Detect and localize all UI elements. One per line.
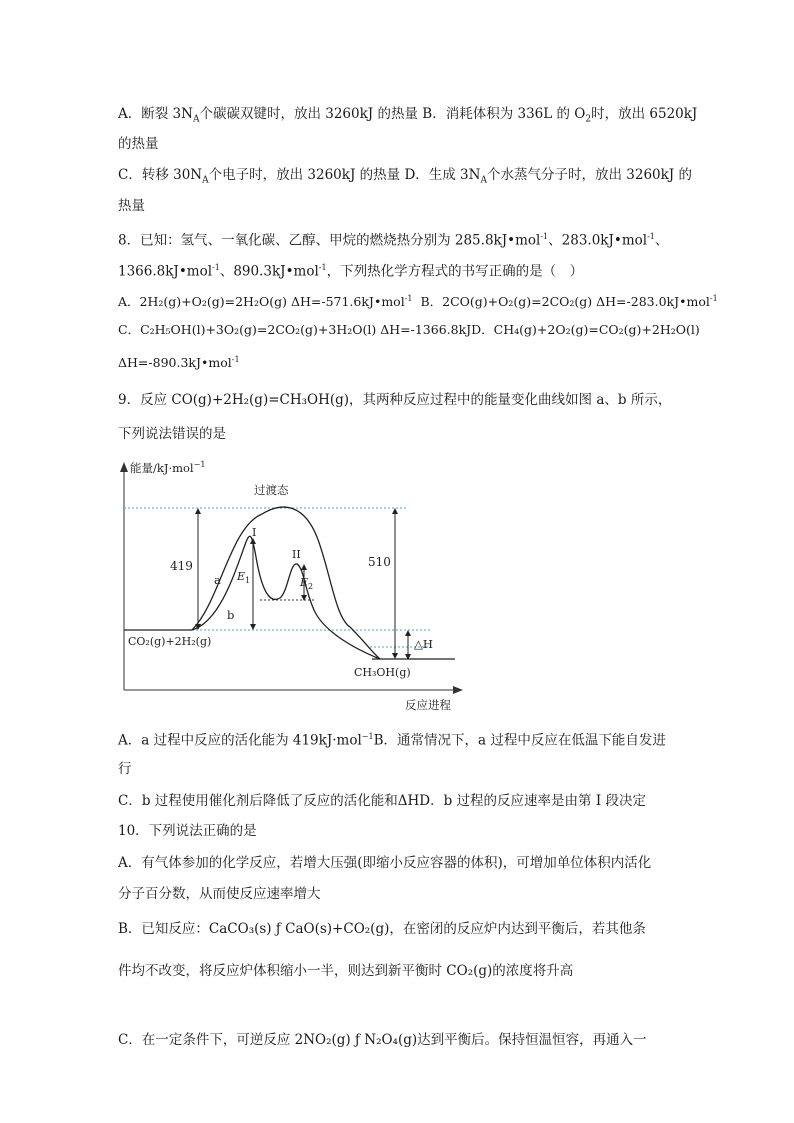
q8-option-cd: C．C₂H₅OH(l)+3O₂(g)=2CO₂(g)+3H₂O(l) ΔH=-1366.8kJD．CH₄(g)+2O₂(g)=CO₂(g)+2H₂O(l) [118, 322, 700, 337]
label-transition-state: 过渡态 [254, 483, 289, 497]
q8-option-ab: A．2H₂(g)+O₂(g)=2H₂O(g) ΔH=-571.6kJ•mol$^{-1}$ B．2CO(g)+O₂(g)=2CO₂(g) ΔH=-283.0kJ•mol$^{-1}$ [118, 294, 718, 310]
energy-diagram [110, 452, 470, 714]
q7-option-b-wrap: 的热量 [118, 136, 159, 152]
q10-option-b-line2: 件均不改变，将反应炉体积缩小一半，则达到新平衡时 CO₂(g)的浓度将升高 [118, 963, 574, 979]
arrowhead-e1-down [250, 624, 256, 630]
q7-option-cd: C．转移 $30N_A$个电子时，放出 3260kJ 的热量 D．生成 $3N_A$个水蒸气分子时，放出 3260kJ 的 [118, 167, 692, 186]
arrowhead-e2-up [301, 564, 307, 570]
q8-option-d-wrap: ΔH=-890.3kJ•mol$^{-1}$ [118, 355, 240, 371]
arrowhead-dh-up [405, 630, 411, 636]
label-e2: $E_2$ [300, 576, 314, 591]
y-axis-label: 能量/kJ·mol$^{-1}$ [130, 460, 206, 475]
arrowhead-510-up [392, 508, 398, 514]
label-peak-2: II [292, 548, 301, 561]
q10-stem: 10．下列说法正确的是 [118, 823, 257, 839]
q7-option-ab: A．断裂 $3N_A$个碳碳双键时，放出 3260kJ 的热量 B．消耗体积为 336L 的 $O_2$时，放出 6520kJ [118, 106, 698, 125]
q8-stem-line1: 8．已知：氢气、一氧化碳、乙醇、甲烷的燃烧热分别为 285.8kJ•mol$^{-1}$、283.0kJ•mol$^{-1}$、 [118, 232, 669, 249]
q8-stem-line2: 1366.8kJ•mol$^{-1}$、890.3kJ•mol$^{-1}$，下列热化学方程式的书写正确的是（ ） [118, 263, 584, 280]
label-product: CH₃OH(g) [354, 666, 411, 679]
q9-stem-line2: 下列说法错误的是 [118, 426, 226, 442]
label-delta-h: △H [414, 637, 433, 651]
label-reactants: CO₂(g)+2H₂(g) [128, 635, 212, 648]
q10-option-a-line1: A．有气体参加的化学反应，若增大压强(即缩小反应容器的体积)，可增加单位体积内活化 [118, 855, 652, 871]
label-419: 419 [170, 559, 193, 573]
arrowhead-419-up [195, 508, 201, 514]
label-curve-b: b [227, 608, 235, 622]
y-axis-arrow [120, 462, 128, 472]
curve-b [192, 536, 380, 659]
q9-stem-line1: 9．反应 CO(g)+2H₂(g)=CH₃OH(g)，其两种反应过程中的能量变化曲线如图 a、b 所示， [118, 392, 672, 408]
q10-option-b-line1: B．已知反应：CaCO₃(s) ƒ CaO(s)+CO₂(g)，在密闭的反应炉内达到平衡后，若其他条 [118, 921, 646, 937]
label-peak-1: I [252, 526, 257, 539]
q7-option-d-wrap: 热量 [118, 198, 145, 214]
label-510: 510 [368, 555, 391, 569]
arrowhead-510-down [392, 653, 398, 659]
q9-option-b-wrap: 行 [118, 761, 132, 777]
label-e1: $E_1$ [237, 570, 251, 585]
q9-option-ab: A．a 过程中反应的活化能为 419kJ·mol$^{-1}$B．通常情况下，a 过程中反应在低温下能自发进 [118, 732, 666, 749]
q9-option-cd: C．b 过程使用催化剂后降低了反应的活化能和ΔHD．b 过程的反应速率是由第 I 段决定 [118, 793, 646, 809]
x-axis-arrow [453, 686, 463, 694]
q10-option-c-line1: C．在一定条件下，可逆反应 2NO₂(g) ƒ N₂O₄(g)达到平衡后。保持恒温恒容，再通入一 [118, 1032, 647, 1048]
x-axis-label: 反应进程 [405, 698, 451, 712]
q10-option-a-line2: 分子百分数，从而使反应速率增大 [118, 886, 321, 902]
label-curve-a: a [214, 573, 221, 587]
